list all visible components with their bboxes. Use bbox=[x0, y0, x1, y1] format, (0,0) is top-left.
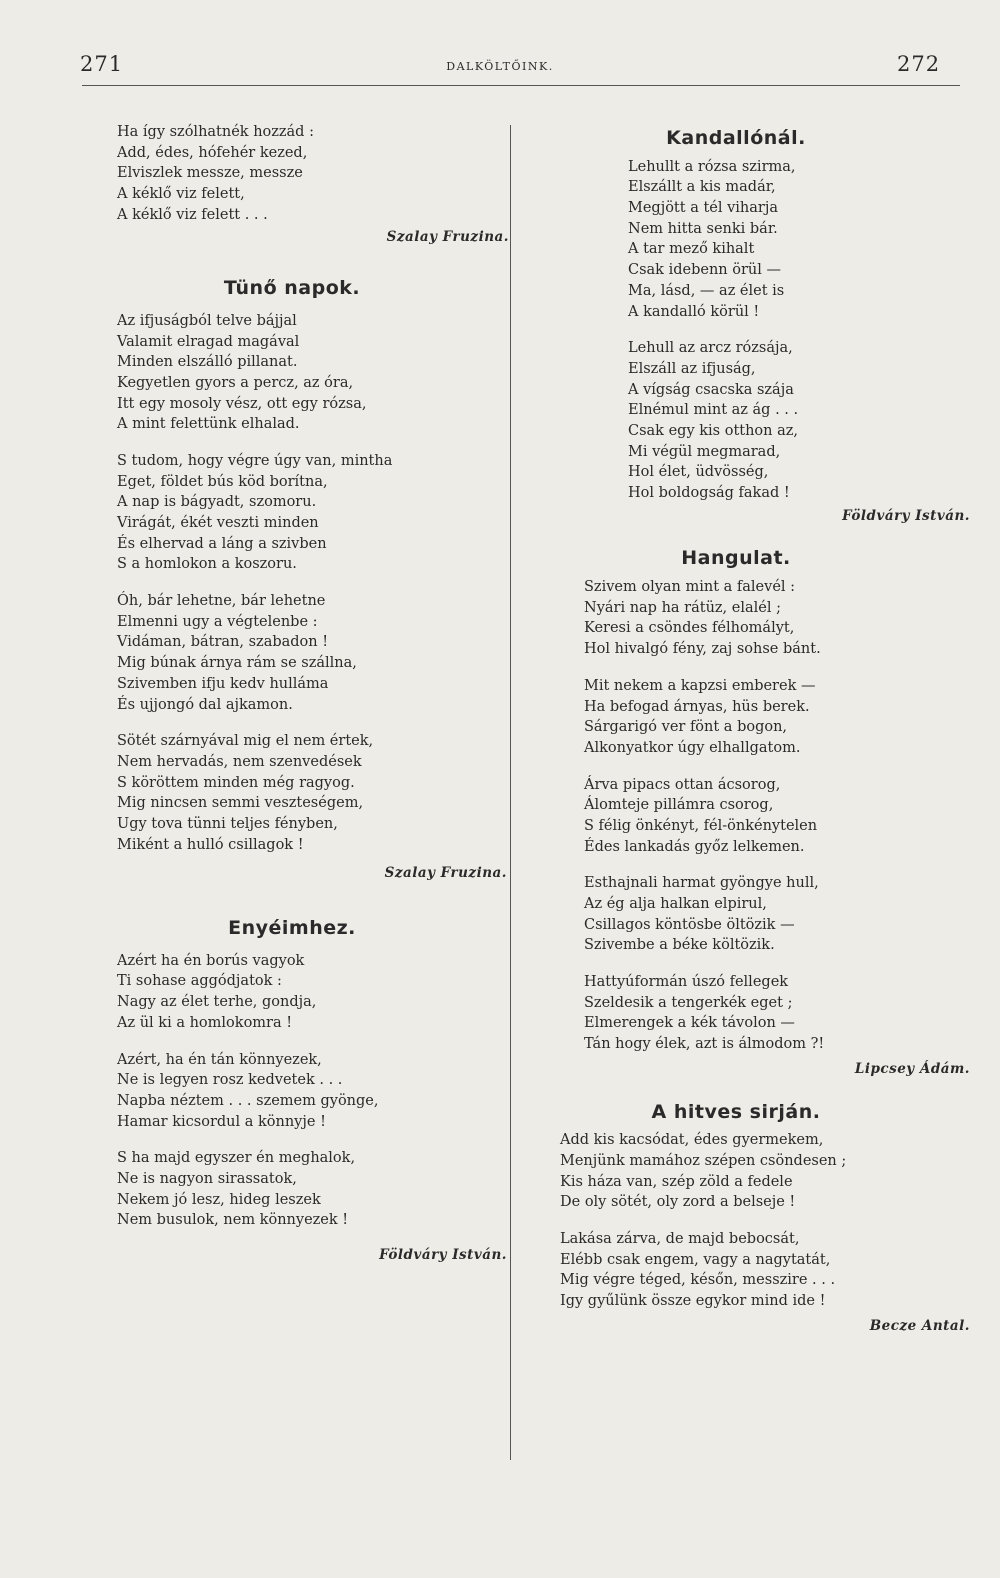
poem-line: A tar mező kihalt bbox=[628, 241, 755, 258]
poem-title: Hangulat. bbox=[681, 547, 791, 570]
poem-kandallonal bbox=[556, 127, 970, 526]
poem-line: A vígság csacska szája bbox=[628, 381, 794, 398]
poem-enyeimhez bbox=[117, 917, 507, 1266]
poem-hangulat bbox=[556, 547, 970, 1079]
page-number-right: 272 bbox=[897, 52, 941, 76]
poem-line: Nem hitta senki bár. bbox=[628, 220, 778, 237]
poem-line: És elhervad a láng a szivben bbox=[117, 535, 327, 552]
poem-line: Keresi a csöndes félhomályt, bbox=[584, 620, 795, 637]
poem-line: Mig búnak árnya rám se szállna, bbox=[117, 655, 357, 672]
poem-line: Lakása zárva, de majd bebocsát, bbox=[560, 1231, 800, 1248]
poem-line: Mi végül megmarad, bbox=[628, 443, 781, 460]
right-column bbox=[556, 127, 970, 1336]
poem-line: A kéklő viz felett, bbox=[117, 186, 245, 203]
poem-line: Nem hervadás, nem szenvedések bbox=[117, 753, 362, 770]
poem-author: Szalay Fruzina. bbox=[386, 229, 509, 246]
poem-line: Hamar kicsordul a könnyje ! bbox=[117, 1113, 326, 1130]
poem-line: Hattyúformán úszó fellegek bbox=[584, 974, 789, 991]
poem-line: Elmenni ugy a végtelenbe : bbox=[117, 613, 318, 630]
poem-line: Vidáman, bátran, szabadon ! bbox=[117, 634, 329, 651]
poem-author: Szalay Fruzina. bbox=[384, 865, 507, 882]
poem-line: Mit nekem a kapzsi emberek — bbox=[584, 677, 816, 694]
poem-line: Hol élet, üdvösség, bbox=[628, 464, 769, 481]
poem-line: Szivembe a béke költözik. bbox=[584, 937, 775, 954]
poem-title: Kandallónál. bbox=[666, 127, 806, 149]
poem-line: Napba néztem . . . szemem gyönge, bbox=[117, 1092, 379, 1109]
poem-line: A kéklő viz felett . . . bbox=[117, 206, 268, 223]
poem-line: Sárgarigó ver fönt a bogon, bbox=[584, 719, 788, 736]
poem-line: Ne is nagyon sirassatok, bbox=[117, 1170, 297, 1187]
poem-line: S félig önkényt, fél-önkénytelen bbox=[584, 817, 818, 834]
poem-line: Elébb csak engem, vagy a nagytatát, bbox=[560, 1251, 831, 1268]
poem-line: Add, édes, hófehér kezed, bbox=[117, 144, 308, 161]
poem-line: Azért, ha én tán könnyezek, bbox=[117, 1051, 322, 1068]
poem-line: Elszáll az ifjuság, bbox=[628, 360, 756, 377]
poem-line: Édes lankadás győz lelkemen. bbox=[584, 838, 805, 855]
running-title: DALKÖLTŐINK. bbox=[446, 60, 554, 73]
poem-line: Itt egy mosoly vész, ott egy rózsa, bbox=[117, 395, 367, 412]
poem-title: A hitves sirján. bbox=[651, 1100, 821, 1123]
poem-line: Ne is legyen rosz kedvetek . . . bbox=[117, 1072, 343, 1089]
poem-line: Csillagos köntösbe öltözik — bbox=[584, 916, 795, 933]
poem-author: Földváry István. bbox=[379, 1247, 507, 1263]
page-number-left: 271 bbox=[80, 52, 124, 76]
poem-line: Add kis kacsódat, édes gyermekem, bbox=[560, 1132, 824, 1149]
poem-line: Nagy az élet terhe, gondja, bbox=[117, 994, 317, 1011]
poem-line: Lehull az arcz rózsája, bbox=[628, 340, 793, 357]
poem-line: Tán hogy élek, azt is álmodom ?! bbox=[584, 1036, 825, 1053]
left-column bbox=[117, 122, 509, 1266]
poem-line: Csak egy kis otthon az, bbox=[628, 422, 799, 439]
poem-line: Az ég alja halkan elpirul, bbox=[584, 896, 767, 913]
poem-line: Kegyetlen gyors a percz, az óra, bbox=[117, 374, 354, 391]
poem-line: És ujjongó dal ajkamon. bbox=[117, 696, 293, 713]
poem-author: Becze Antal. bbox=[869, 1317, 970, 1334]
column-divider bbox=[510, 125, 511, 1460]
poem-line: Ti sohase aggódjatok : bbox=[117, 973, 282, 990]
poem-line: Szivem olyan mint a falevél : bbox=[584, 579, 796, 596]
poem-author: Lipcsey Ádám. bbox=[854, 1060, 970, 1077]
poem-line: Eget, földet bús köd borítna, bbox=[117, 473, 328, 490]
poem-line: Ha így szólhatnék hozzád : bbox=[117, 124, 314, 140]
poem-title: Tünő napok. bbox=[223, 277, 361, 300]
poem-line: Álomteje pillámra csorog, bbox=[584, 797, 774, 814]
poem-line: Csak idebenn örül — bbox=[628, 262, 781, 279]
poem-line: Elszállt a kis madár, bbox=[628, 179, 776, 196]
poem-line: Hol hivalgó fény, zaj sohse bánt. bbox=[584, 641, 821, 658]
poem-line: Ma, lásd, — az élet is bbox=[628, 282, 785, 299]
poem-line: Ha befogad árnyas, hüs berek. bbox=[584, 698, 810, 715]
poem-line: Szivemben ifju kedv hulláma bbox=[117, 675, 329, 692]
poem-line: Virágát, ékét veszti minden bbox=[117, 515, 319, 532]
poem-line: Árva pipacs ottan ácsorog, bbox=[584, 776, 781, 793]
poem-line: Nekem jó lesz, hideg leszek bbox=[117, 1191, 321, 1208]
poem-line: Hol boldogság fakad ! bbox=[628, 485, 790, 502]
poem-line: De oly sötét, oly zord a belseje ! bbox=[560, 1194, 796, 1211]
poem-line: S köröttem minden még ragyog. bbox=[117, 774, 355, 791]
poem-line: Az ifjuságból telve bájjal bbox=[117, 312, 297, 329]
poem-line: Menjünk mamához szépen csöndesen ; bbox=[560, 1152, 847, 1169]
poem-line: Kis háza van, szép zöld a fedele bbox=[560, 1173, 793, 1190]
poem-line: Lehullt a rózsa szirma, bbox=[628, 158, 796, 175]
poem-line: A kandalló körül ! bbox=[628, 303, 760, 320]
poem-line: S ha majd egyszer én meghalok, bbox=[117, 1150, 356, 1167]
poem-line: Sötét szárnyával mig el nem értek, bbox=[117, 733, 374, 750]
poem-line: S a homlokon a koszoru. bbox=[117, 556, 297, 573]
poem-line: Megjött a tél viharja bbox=[628, 200, 778, 217]
header-rule bbox=[82, 85, 960, 86]
poem-line: Az ül ki a homlokomra ! bbox=[117, 1014, 293, 1031]
poem-line: Mig nincsen semmi veszteségem, bbox=[117, 795, 364, 812]
poem-line: Igy gyűlünk össze egykor mind ide ! bbox=[560, 1293, 826, 1310]
poem-hitves-sirjan bbox=[556, 1100, 970, 1337]
poem-line: A nap is bágyadt, szomoru. bbox=[117, 494, 317, 511]
poem-line: Nem busulok, nem könnyezek ! bbox=[117, 1212, 349, 1229]
poem-author: Földváry István. bbox=[842, 507, 970, 524]
poem-line: Elviszlek messze, messze bbox=[117, 165, 303, 182]
poem-line: Azért ha én borús vagyok bbox=[117, 952, 305, 969]
poem-line: Szeldesik a tengerkék eget ; bbox=[584, 994, 793, 1011]
poem-line: Mig végre téged, későn, messzire . . . bbox=[560, 1272, 836, 1289]
poem-line: Nyári nap ha rátüz, elalél ; bbox=[584, 599, 781, 616]
poem-line: Óh, bár lehetne, bár lehetne bbox=[117, 593, 326, 610]
poem-line: Valamit elragad magával bbox=[117, 333, 300, 350]
poem-line: Elmerengek a kék távolon — bbox=[584, 1015, 795, 1032]
poem-tuno-napok bbox=[117, 277, 507, 884]
poem-line: Ugy tova tünni teljes fényben, bbox=[117, 815, 338, 832]
poem-line: Esthajnali harmat gyöngye hull, bbox=[584, 875, 819, 892]
poem-line: Miként a hulló csillagok ! bbox=[117, 836, 304, 853]
poem-fragment bbox=[117, 122, 509, 248]
poem-line: S tudom, hogy végre úgy van, mintha bbox=[117, 452, 393, 469]
poem-line: Elnémul mint az ág . . . bbox=[628, 402, 799, 419]
poem-line: Alkonyatkor úgy elhallgatom. bbox=[584, 739, 801, 756]
poem-line: A mint felettünk elhalad. bbox=[117, 416, 300, 433]
poem-line: Minden elszálló pillanat. bbox=[117, 354, 298, 371]
poem-title: Enyéimhez. bbox=[228, 917, 356, 940]
